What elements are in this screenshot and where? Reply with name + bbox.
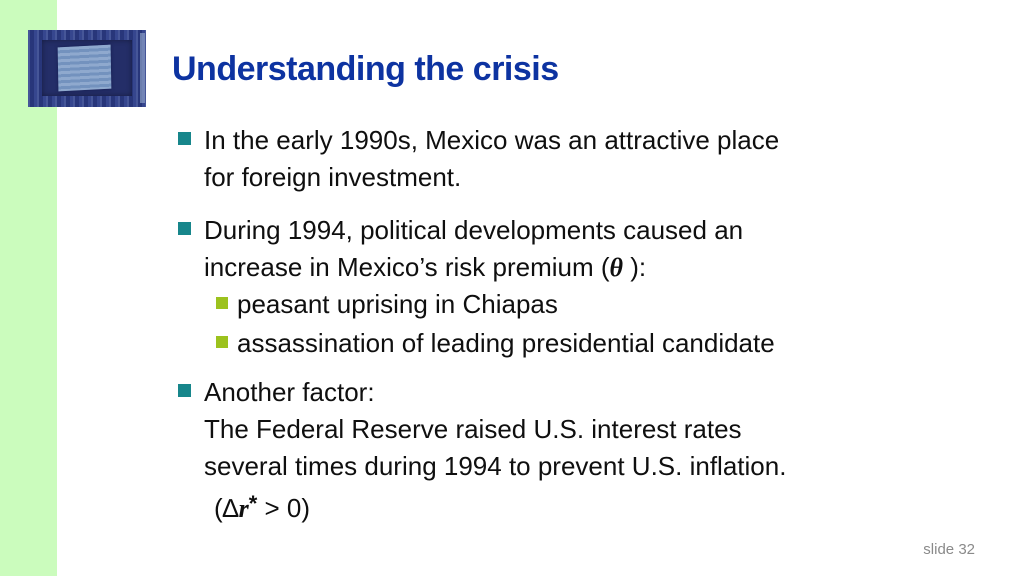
bullet-square-icon xyxy=(178,384,191,397)
sub-bullet-2-text: assassination of leading presidential candidate xyxy=(237,328,775,358)
sub-bullet-square-icon xyxy=(216,297,228,309)
slide-artwork xyxy=(28,30,146,107)
slide-number-label: slide 32 xyxy=(923,541,975,558)
math-open-delta: (∆ xyxy=(214,493,239,523)
math-superscript-star: * xyxy=(248,491,258,516)
bullet-2-line-2-text: increase in Mexico’s risk premium ( xyxy=(204,252,610,282)
bullet-3-line-3: several times during 1994 to prevent U.S. inflation. xyxy=(204,451,787,481)
bullet-2-line-2-close: ): xyxy=(623,252,647,282)
sub-bullet-square-icon xyxy=(216,336,228,348)
artwork-edge-streak xyxy=(140,33,145,103)
artwork-center-square xyxy=(58,45,112,92)
bullet-2-line-2 xyxy=(204,249,743,286)
bullet-item-1 xyxy=(178,122,779,196)
bullet-3-math-line xyxy=(204,485,786,527)
bullet-item-2 xyxy=(178,212,743,286)
bullet-item-3 xyxy=(178,374,786,527)
sub-bullet-item-2 xyxy=(216,325,775,362)
sub-bullet-1-text: peasant uprising in Chiapas xyxy=(237,289,558,319)
bullet-1-line-2: for foreign investment. xyxy=(204,162,462,192)
bullet-3-line-2: The Federal Reserve raised U.S. interest rates xyxy=(204,414,742,444)
bullet-2-line-1: During 1994, political developments caused an xyxy=(204,215,744,245)
bullet-square-icon xyxy=(178,132,191,145)
sub-bullet-item-1 xyxy=(216,286,558,323)
math-r-symbol: r xyxy=(238,494,249,523)
math-comparison: > 0) xyxy=(257,493,311,523)
bullet-3-line-1: Another factor: xyxy=(204,377,375,407)
theta-symbol: θ xyxy=(609,253,624,282)
slide-title: Understanding the crisis xyxy=(172,50,559,88)
bullet-square-icon xyxy=(178,222,191,235)
bullet-1-line-1: In the early 1990s, Mexico was an attractive place xyxy=(204,125,780,155)
